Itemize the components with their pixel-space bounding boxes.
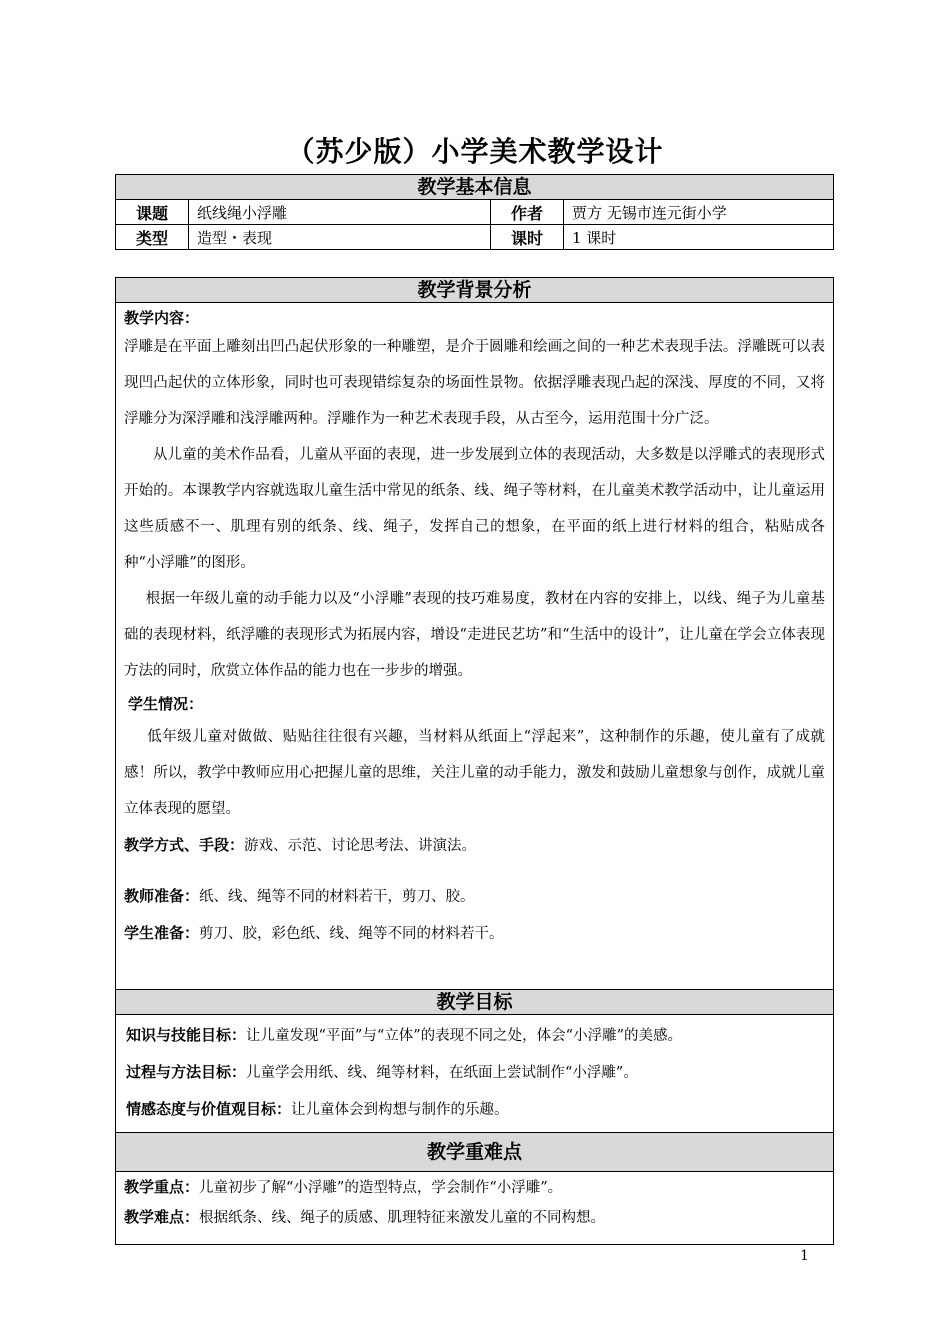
author-label: 作者 [491, 200, 564, 225]
hours-value: 1 课时 [564, 225, 834, 250]
student-prep-label: 学生准备： [124, 924, 200, 942]
process-value: 儿童学会用纸、线、绳等材料，在纸面上尝试制作“小浮雕”。 [246, 1065, 638, 1081]
focus-value: 儿童初步了解“小浮雕”的造型特点，学会制作“小浮雕”。 [199, 1180, 563, 1196]
emotion-goal [126, 1091, 825, 1128]
hours-label: 课时 [491, 225, 564, 250]
content-label: 教学内容： [124, 309, 200, 327]
knowledge-value: 让儿童发现“平面”与“立体”的表现不同之处，体会“小浮雕”的美感。 [246, 1028, 682, 1044]
difficulty-value: 根据纸条、线、绳子的质感、肌理特征来激发儿童的不同构想。 [199, 1210, 606, 1226]
page-title: （苏少版）小学美术教学设计 [286, 135, 664, 168]
basic-info-header: 教学基本信息 [116, 175, 834, 200]
background-header: 教学背景分析 [116, 278, 834, 303]
method-value: 游戏、示范、讨论思考法、讲演法。 [244, 838, 477, 854]
student-prep-line [124, 915, 825, 952]
lesson-label: 课题 [116, 200, 189, 225]
difficulty-line [124, 1201, 825, 1234]
author-value: 贾方 无锡市连元街小学 [564, 200, 834, 225]
analysis-table [115, 277, 834, 1245]
teacher-prep-value: 纸、线、绳等不同的材料若干，剪刀、胶。 [199, 889, 475, 905]
key-points-section [116, 1172, 834, 1245]
focus-line [124, 1174, 825, 1201]
method-label: 教学方式、手段： [124, 836, 245, 854]
paragraph-3: 根据一年级儿童的动手能力以及“小浮雕”表现的技巧难易度，教材在内容的安排上，以线、绳子为儿童基础的表现材料，纸浮雕的表现形式为拓展内容，增设“走进民艺坊”和“生活中的设计”，让儿童在学会立体表现方法的同时，欣赏立体作品的能力也在一步步的增强。 [124, 591, 825, 679]
difficulty-label: 教学难点： [124, 1208, 200, 1226]
process-label: 过程与方法目标： [126, 1063, 247, 1081]
lesson-value: 纸线绳小浮雕 [189, 200, 491, 225]
process-goal [126, 1054, 825, 1091]
type-label: 类型 [116, 225, 189, 250]
teacher-prep-line [124, 878, 825, 915]
method-line [124, 827, 825, 864]
key-points-header: 教学重难点 [116, 1133, 834, 1172]
background-section [116, 303, 834, 990]
emotion-label: 情感态度与价值观目标： [126, 1100, 292, 1118]
student-prep-value: 剪刀、胶，彩色纸、线、绳等不同的材料若干。 [199, 926, 504, 942]
paragraph-2: 从儿童的美术作品看，儿童从平面的表现，进一步发展到立体的表现活动，大多数是以浮雕式的表现形式开始的。本课教学内容就选取儿童生活中常见的纸条、线、绳子等材料，在儿童美术教学活动中，让儿童运用这些质感不一、肌理有别的纸条、线、绳子，发挥自己的想象，在平面的纸上进行材料的组合，粘贴成各种“小浮雕”的图形。 [124, 447, 825, 571]
type-value: 造型・表现 [189, 225, 491, 250]
page-number: 1 [800, 1248, 809, 1264]
student-label: 学生情况： [128, 695, 204, 713]
emotion-value: 让儿童体会到构想与制作的乐趣。 [291, 1102, 509, 1118]
goals-section [116, 1015, 834, 1133]
basic-info-table [115, 174, 834, 250]
knowledge-goal [126, 1017, 825, 1054]
teacher-prep-label: 教师准备： [124, 887, 200, 905]
knowledge-label: 知识与技能目标： [126, 1026, 247, 1044]
paragraph-1: 浮雕是在平面上雕刻出凹凸起伏形象的一种雕塑，是介于圆雕和绘画之间的一种艺术表现手法。浮雕既可以表现凹凸起伏的立体形象，同时也可表现错综复杂的场面性景物。依据浮雕表现凸起的深浅、厚度的不同，又将浮雕分为深浮雕和浅浮雕两种。浮雕作为一种艺术表现手段，从古至今，运用范围十分广泛。 [124, 339, 825, 427]
paragraph-4: 低年级儿童对做做、贴贴往往很有兴趣，当材料从纸面上“浮起来”，这种制作的乐趣，使儿童有了成就感！所以，教学中教师应用心把握儿童的思维，关注儿童的动手能力，激发和鼓励儿童想象与创作，成就儿童立体表现的愿望。 [124, 729, 825, 817]
focus-label: 教学重点： [124, 1178, 200, 1196]
goals-header: 教学目标 [116, 990, 834, 1015]
